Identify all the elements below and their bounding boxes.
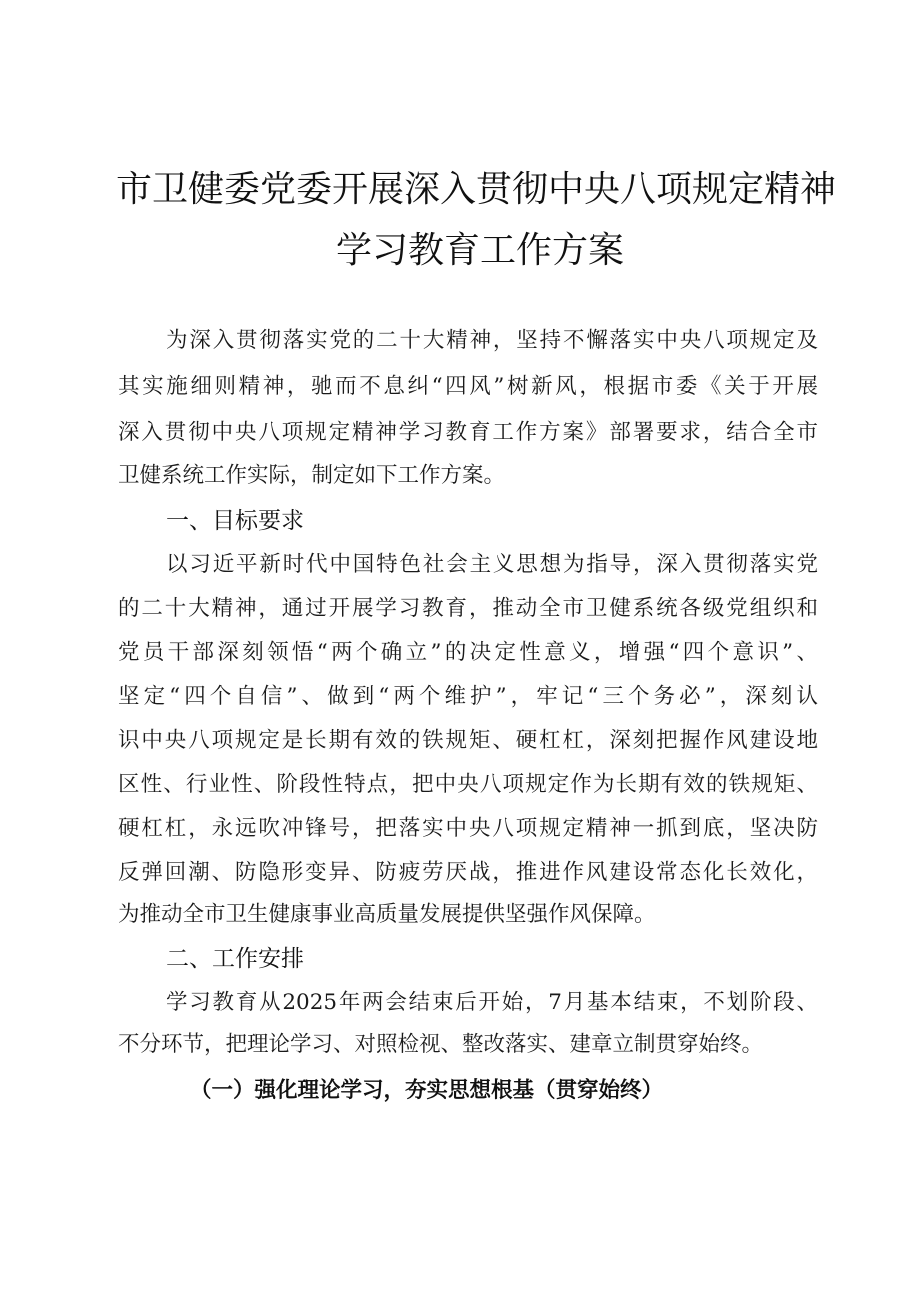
section-1-line-5: 识中央八项规定是长期有效的铁规矩、硬杠杠，深刻把握作风建设地 (118, 728, 818, 753)
section-2-line-1: 学习教育从2025年两会结束后开始，7月基本结束，不划阶段、 (166, 990, 818, 1015)
section-1-line-2: 的二十大精神，通过开展学习教育，推动全市卫健系统各级党组织和 (118, 596, 818, 621)
subsection-1-heading: （一）强化理论学习，夯实思想根基（贯穿始终） (190, 1078, 664, 1103)
intro-line-4: 卫健系统工作实际，制定如下工作方案。 (118, 463, 506, 488)
section-1-heading: 一、目标要求 (166, 508, 304, 534)
document-title-line-1: 市卫健委党委开展深入贯彻中央八项规定精神 (116, 169, 837, 210)
section-1-line-7: 硬杠杠，永远吹冲锋号，把落实中央八项规定精神一抓到底，坚决防 (118, 816, 818, 841)
intro-line-3: 深入贯彻中央八项规定精神学习教育工作方案》部署要求，结合全市 (118, 420, 818, 445)
section-1-line-3: 党员干部深刻领悟“两个确立”的决定性意义，增强“四个意识”、 (118, 640, 818, 665)
section-1-line-8: 反弹回潮、防隐形变异、防疲劳厌战，推进作风建设常态化长效化， (118, 860, 818, 885)
section-1-line-1: 以习近平新时代中国特色社会主义思想为指导，深入贯彻落实党 (166, 552, 818, 577)
intro-line-2: 其实施细则精神，驰而不息纠“四风”树新风，根据市委《关于开展 (118, 374, 818, 399)
section-2-heading: 二、工作安排 (166, 946, 304, 972)
intro-line-1: 为深入贯彻落实党的二十大精神，坚持不懈落实中央八项规定及 (166, 328, 818, 353)
section-1-line-4: 坚定“四个自信”、做到“两个维护”，牢记“三个务必”，深刻认 (118, 684, 818, 709)
section-2-line-2: 不分环节，把理论学习、对照检视、整改落实、建章立制贯穿始终。 (118, 1032, 764, 1057)
document-title-line-2: 学习教育工作方案 (336, 230, 625, 271)
section-1-line-9: 为推动全市卫生健康事业高质量发展提供坚强作风保障。 (118, 902, 656, 927)
section-1-line-6: 区性、行业性、阶段性特点，把中央八项规定作为长期有效的铁规矩、 (118, 772, 818, 797)
